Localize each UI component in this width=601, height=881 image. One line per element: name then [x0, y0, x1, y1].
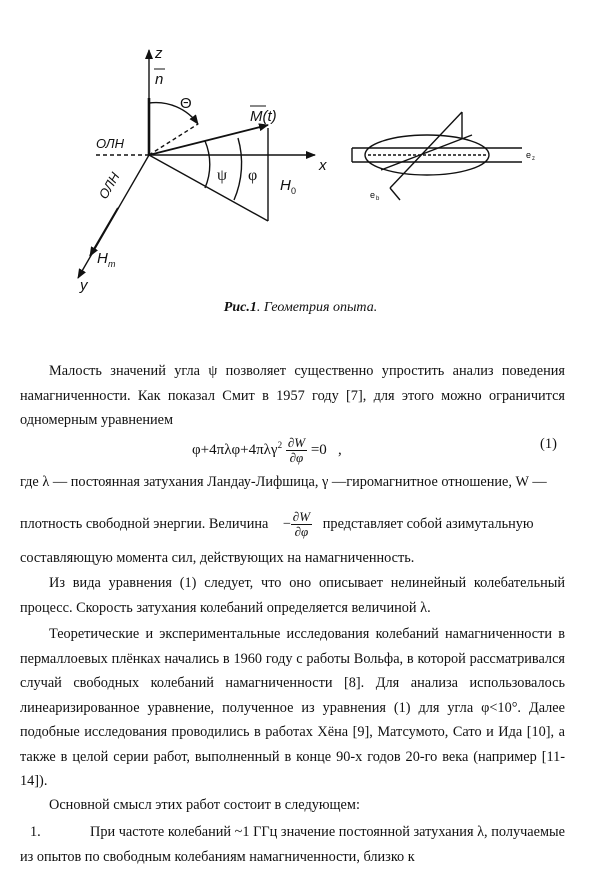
- caption-label: Рис.1: [223, 300, 257, 315]
- label-h0: H: [280, 177, 291, 194]
- equation-sup: 2: [277, 439, 283, 450]
- paragraph-3: Из вида уравнения (1) следует, что оно описывает нелинейный колебательный процесс. Скорость затухания колебаний определяется величиной λ.: [20, 575, 565, 616]
- equation-fraction: [286, 436, 307, 465]
- equation-1: [192, 436, 342, 465]
- label-eb-sub: b: [376, 196, 380, 202]
- label-hm: H: [97, 250, 108, 267]
- label-ez: e: [526, 150, 532, 160]
- equation-frac-den: ∂φ: [289, 450, 304, 465]
- label-m: M(t): [250, 108, 277, 125]
- p2b-frac-num: ∂W: [292, 509, 311, 524]
- p2b-frac-den: ∂φ: [294, 524, 309, 539]
- p2b-pre: плотность свободной энергии. Величина: [20, 515, 269, 532]
- phi-arc: [234, 138, 242, 200]
- label-h0-sub: 0: [291, 186, 297, 196]
- list-item-1: [20, 820, 565, 869]
- label-eb: e: [370, 190, 376, 200]
- list-item-number: 1.: [30, 824, 41, 840]
- equation-frac-num: ∂W: [287, 435, 306, 450]
- equation-number: (1): [540, 436, 557, 452]
- p2b-fraction: [291, 510, 312, 539]
- label-theta: Θ: [180, 95, 192, 112]
- label-oln-horizontal: ОЛН: [96, 136, 124, 151]
- label-phi: φ: [248, 167, 258, 184]
- coil-line: [390, 112, 462, 188]
- h0-line: [149, 155, 268, 221]
- hm-vector: [90, 208, 118, 256]
- label-ez-sub: z: [532, 156, 535, 162]
- label-psi: ψ: [217, 167, 228, 184]
- psi-arc: [205, 141, 210, 188]
- label-z: z: [155, 45, 163, 62]
- paragraph-5: Основной смысл этих работ состоит в следующем:: [49, 797, 360, 813]
- label-hm-sub: m: [108, 259, 116, 269]
- geometry-figure: [0, 0, 601, 300]
- label-x: x: [319, 157, 327, 174]
- p2b-sign: −: [282, 515, 291, 532]
- paragraph-2b: [20, 510, 565, 539]
- list-item-text: При частоте колебаний ~1 ГГц значение постоянной затухания λ, получаемые из опытов по свободным колебаниям намагниченности, близко к: [20, 824, 565, 865]
- label-oln-diagonal: ОЛН: [95, 169, 123, 202]
- figure-caption: [0, 300, 601, 316]
- paragraph-2c: составляющую момента сил, действующих на намагниченность.: [20, 550, 415, 566]
- label-y: y: [80, 277, 88, 294]
- m-dashed: [149, 124, 198, 155]
- p2b-post: представляет собой азимутальную: [322, 515, 534, 532]
- paragraph-2a: где λ — постоянная затухания Ландау-Лифшица, γ —гиромагнитное отношение, W —: [20, 474, 547, 490]
- label-n: n: [155, 71, 164, 88]
- equation-lhs: φ+4πλφ+4πλγ: [192, 441, 278, 458]
- caption-text: . Геометрия опыта.: [256, 300, 378, 315]
- equation-rhs: =0 ,: [310, 441, 342, 458]
- paragraph-4: Теоретические и экспериментальные исследования колебаний намагниченности в пермаллоевых плёнках начались в 1960 году с работы Вольфа, в которой рассматривался случай свободных колебаний намагниченности [8]. Для анализа использовалось линеаризированное уравнение, полученное из уравнения (1) для угла φ<10°. Далее подобные исследования проводились в работах Хёна [9], Матсумото, Сато и Ида [10], а также в целой серии работ, выполненный в конце 90-х годов 20-го века (например [11-14]).: [20, 626, 565, 789]
- paragraph-1: Малость значений угла ψ позволяет существенно упростить анализ поведения намагниченности. Как показал Смит в 1957 году [7], для этого можно ограничится одномерным уравнением: [20, 363, 565, 428]
